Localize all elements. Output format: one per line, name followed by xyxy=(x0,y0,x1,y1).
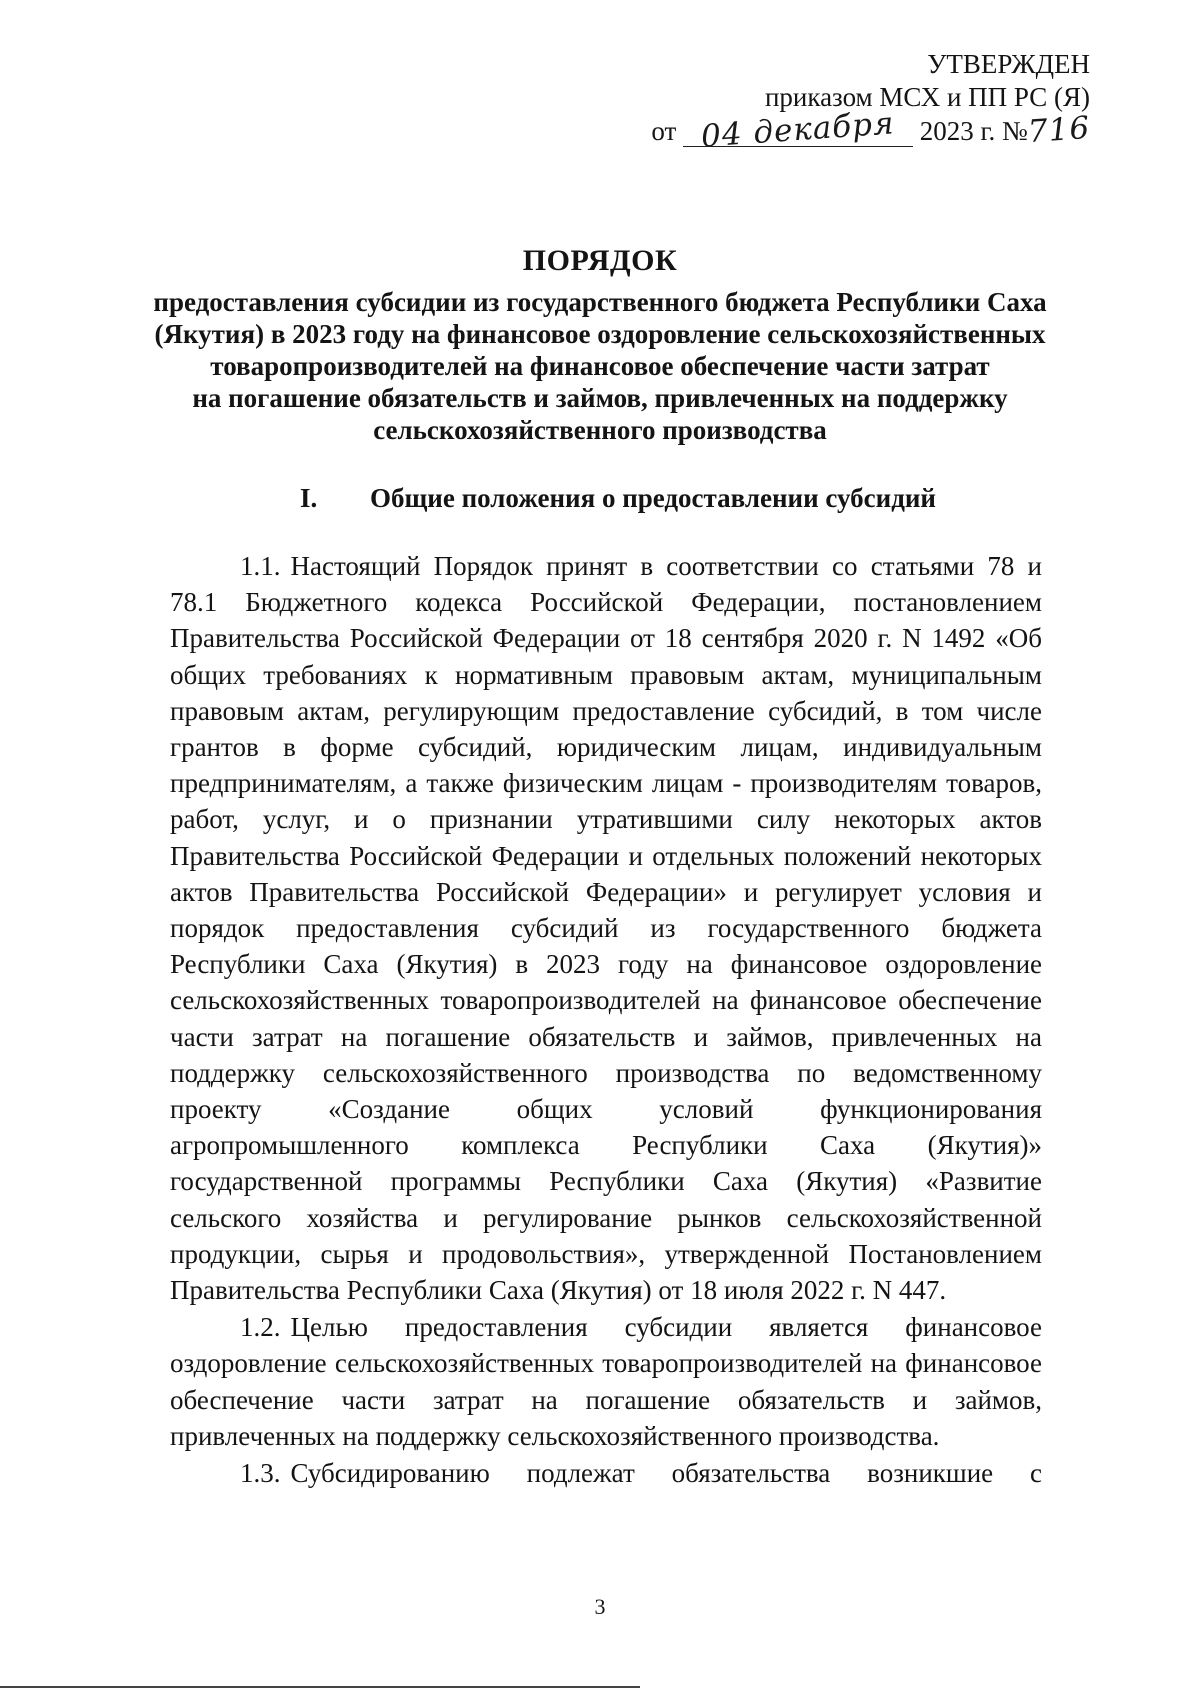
number-field xyxy=(1026,109,1092,151)
paragraph-text: Настоящий Порядок принят в соответствии со статьями 78 и 78.1 Бюджетного кодекса Российской Федерации, постановлением Правительства Российской Федерации от 18 сентября 2020 г. N 1492 «Об общих требованиях к нормативным правовым актам, муниципальным правовым актам, регулирующим предоставление субсидий, в том числе грантов в форме субсидий, юридическим лицам, индивидуальным предпринимателям, а также физическим лицам - производителям товаров, работ, услуг, и о признании утратившими силу некоторых актов Правительства Российской Федерации и отдельных положений некоторых актов Правительства Российской Федерации» и регулирует условия и порядок предоставления субсидий из государственного бюджета Республики Саха (Якутия) в 2023 году на финансовое оздоровление сельскохозяйственных товаропроизводителей на финансовое обеспечение части затрат на погашение обязательств и займов, привлеченных на поддержку сельскохозяйственного производства по ведомственному проекту «Создание общих условий функционирования агропромышленного комплекса Республики Саха (Якутия)» государственной программы Республики Саха (Якутия) «Развитие сельского хозяйства и регулирование рынков сельскохозяйственной продукции, сырья и продовольствия», утвержденной Постановлением Правительства Республики Саха (Якутия) от 18 июля 2022 г. N 447. xyxy=(170,551,1042,1306)
document-subtitle xyxy=(150,286,1050,446)
document-body xyxy=(170,548,1042,1492)
handwritten-number: 716 xyxy=(1026,109,1092,151)
subtitle-line: предоставления субсидии из государственного бюджета Республики Саха xyxy=(153,287,1047,317)
subtitle-line: сельскохозяйственного производства xyxy=(373,415,827,445)
subtitle-line: (Якутия) в 2023 году на финансовое оздоровление сельскохозяйственных xyxy=(154,319,1046,349)
order-label: приказом МСХ и ПП РС (Я) xyxy=(764,82,1090,112)
page-number: 3 xyxy=(594,1594,606,1619)
section-title: Общие положения о предоставлении субсидий xyxy=(370,483,936,513)
approval-date-line xyxy=(610,105,1092,155)
paragraph-1-2 xyxy=(170,1309,1042,1454)
subtitle-line: товаропроизводителей на финансовое обеспечение части затрат xyxy=(210,351,990,381)
paragraph-number: 1.2. xyxy=(240,1312,281,1343)
section-number: I. xyxy=(300,483,318,513)
paragraph-number: 1.3. xyxy=(240,1458,281,1489)
approval-stamp xyxy=(610,48,1092,155)
paragraph-1-3 xyxy=(170,1455,1042,1491)
paragraph-1-1 xyxy=(170,548,1042,1308)
section-heading xyxy=(300,482,1020,514)
paragraph-text: Целью предоставления субсидии является финансовое оздоровление сельскохозяйственных товаропроизводителей на финансовое обеспечение части затрат на погашение обязательств и займов, привлеченных на поддержку сельскохозяйственного производства. xyxy=(170,1312,1042,1451)
scan-edge-line xyxy=(0,1686,640,1688)
year-suffix: 2023 г. № xyxy=(919,116,1028,146)
subtitle-line: на погашение обязательств и займов, привлеченных на поддержку xyxy=(192,383,1008,413)
paragraph-text: Субсидированию подлежат обязательства возникшие с xyxy=(290,1458,1042,1489)
approved-label: УТВЕРЖДЕН xyxy=(927,49,1090,79)
handwritten-date: 04 декабря xyxy=(700,105,896,155)
document-title: ПОРЯДОК xyxy=(522,244,678,277)
paragraph-number: 1.1. xyxy=(240,551,281,581)
date-field xyxy=(683,105,913,155)
date-prefix: от xyxy=(651,116,677,146)
